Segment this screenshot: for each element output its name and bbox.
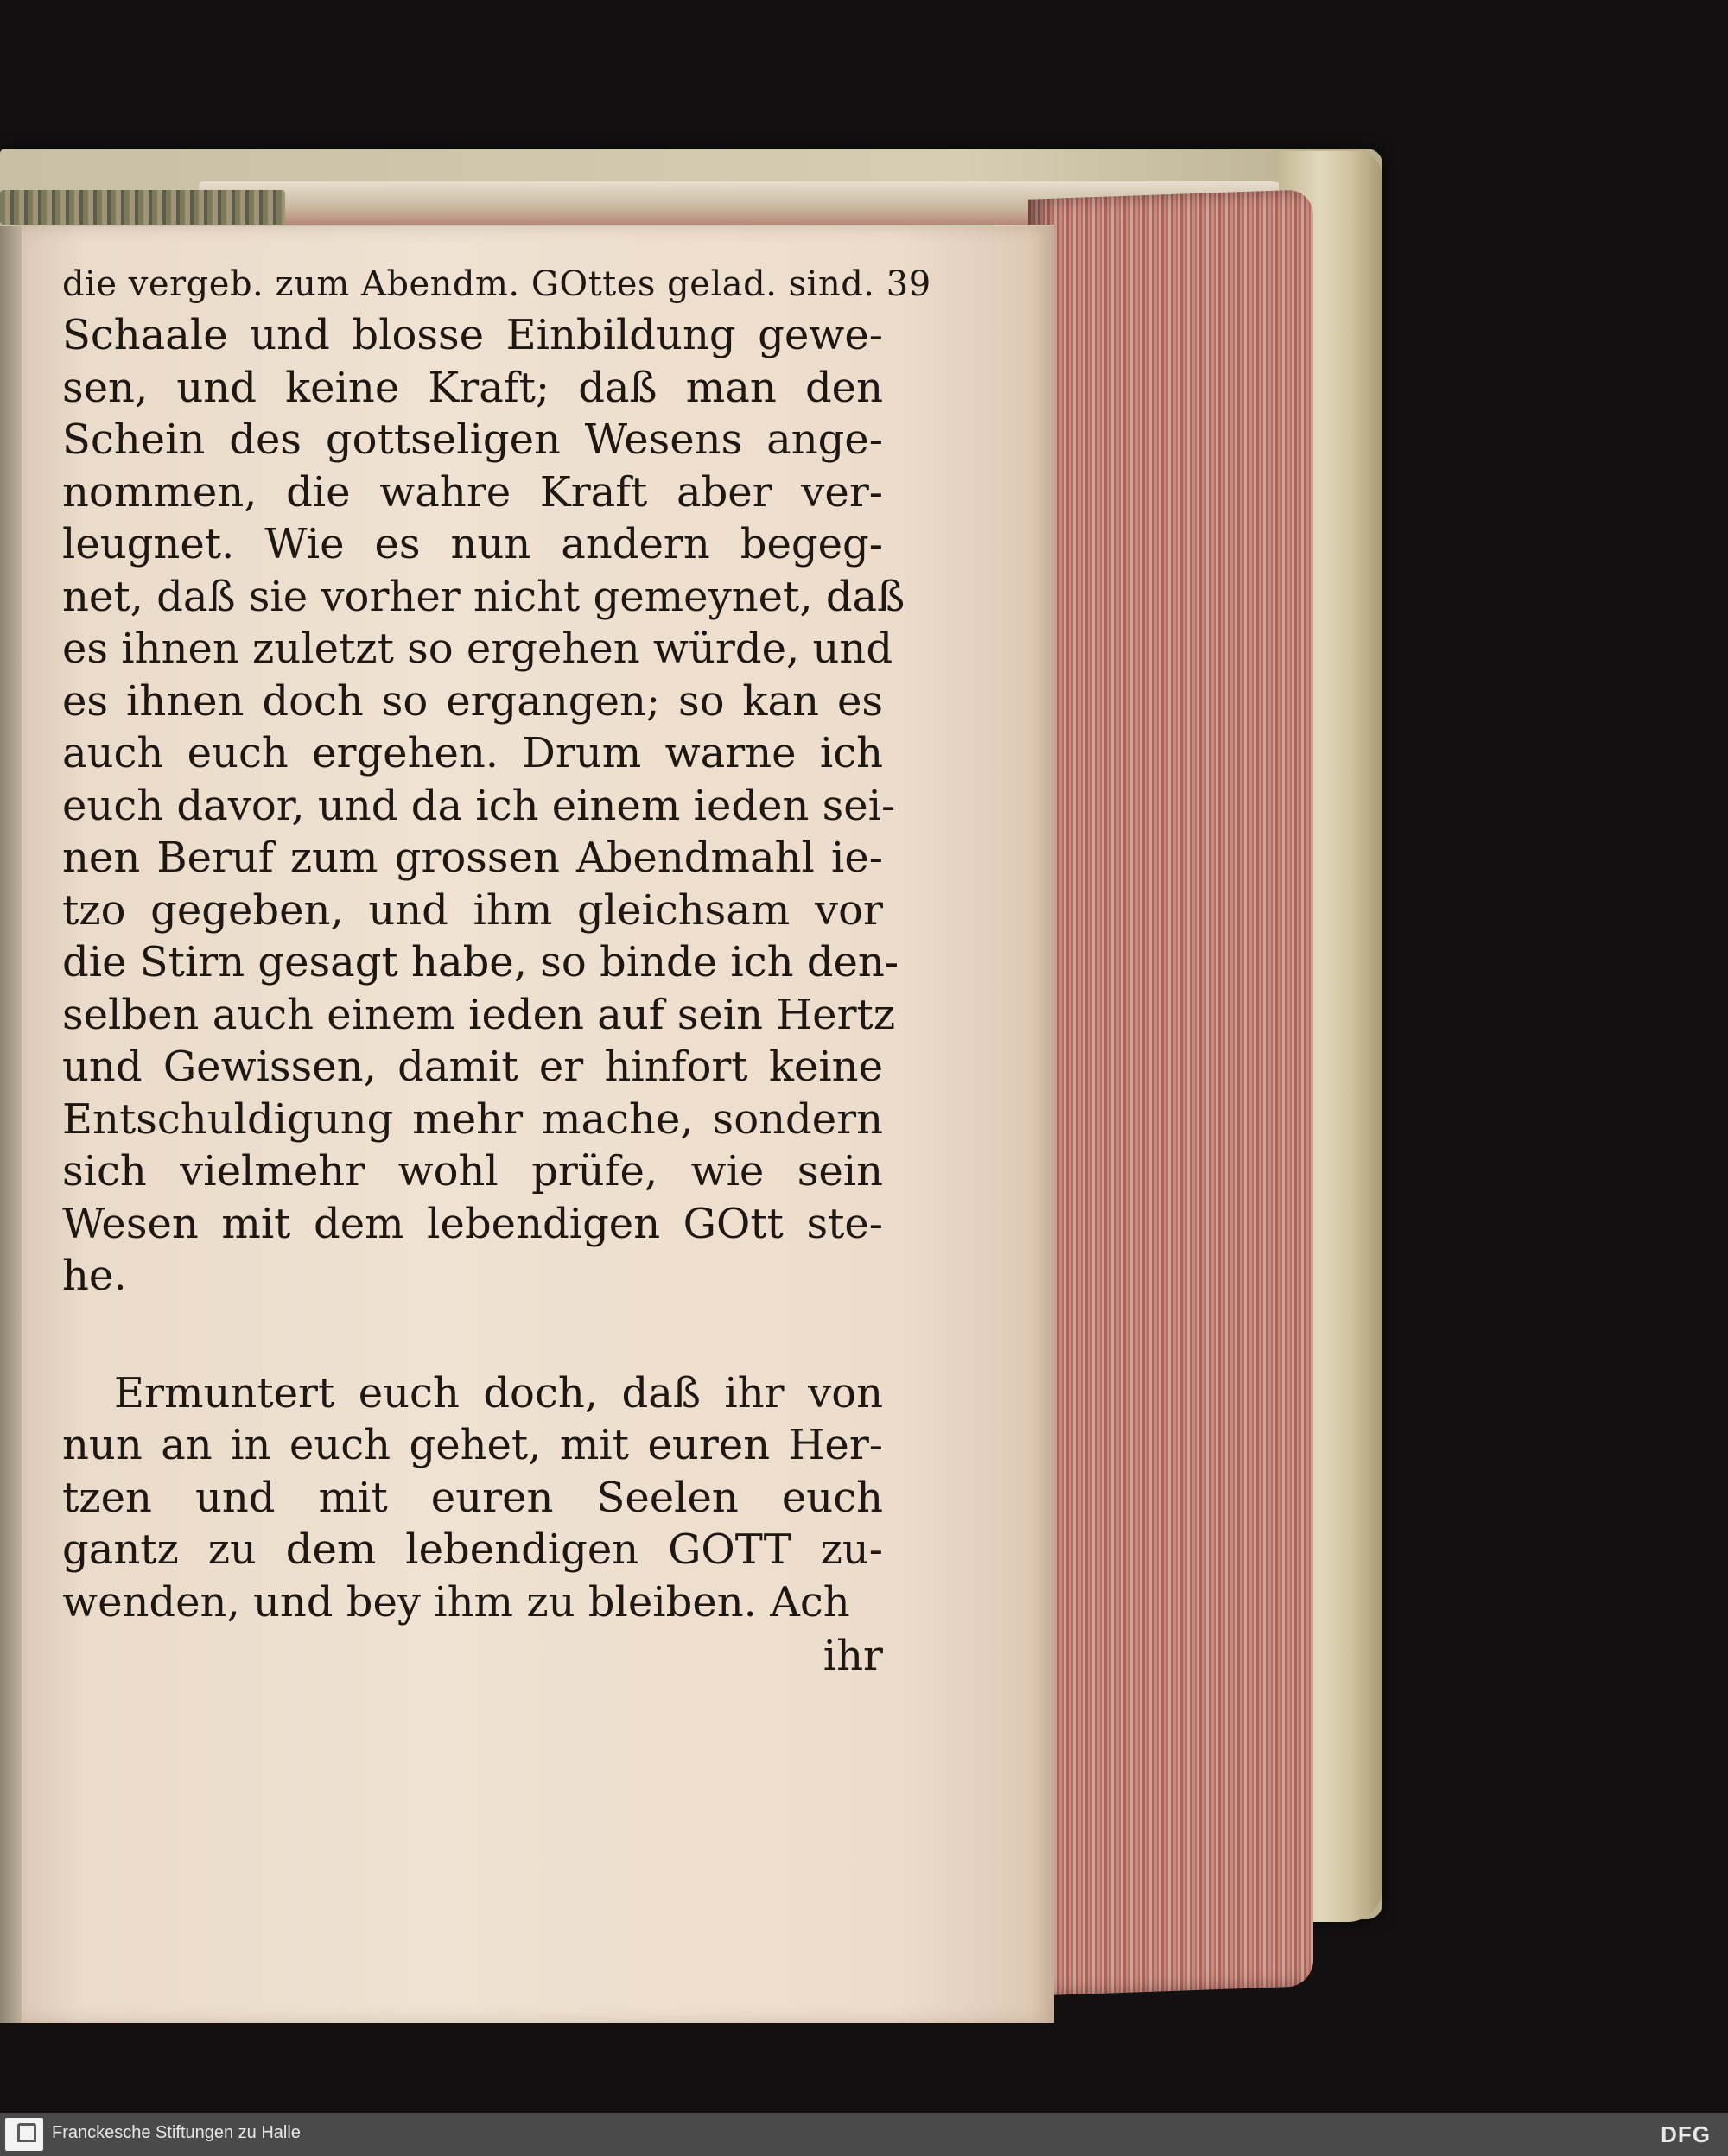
footer-institution: Franckesche Stiftungen zu Halle xyxy=(52,2123,301,2142)
text-line: gantz zu dem lebendigen GOTT zu- xyxy=(62,1525,883,1574)
text-line: net, daß sie vorher nicht gemeynet, daß xyxy=(62,572,905,621)
paragraph-2 xyxy=(62,1367,883,1629)
text-line: es ihnen doch so ergangen; so kan es xyxy=(62,676,883,726)
text-line: sen, und keine Kraft; daß man den xyxy=(62,363,883,412)
text-line: leugnet. Wie es nun andern begeg- xyxy=(62,520,883,568)
book-headband xyxy=(0,190,285,225)
text-line: Ermuntert euch doch, daß ihr von xyxy=(114,1368,883,1417)
text-line: auch euch ergehen. Drum warne ich xyxy=(62,729,883,777)
text-line: sich vielmehr wohl prüfe, wie sein xyxy=(62,1147,883,1195)
text-line: nen Beruf zum grossen Abendmahl ie- xyxy=(62,834,883,882)
logo-building-icon xyxy=(17,2123,36,2142)
text-line: und Gewissen, damit er hinfort keine xyxy=(62,1043,883,1091)
text-line: tzen und mit euren Seelen euch xyxy=(62,1473,883,1522)
text-line: tzo gegeben, und ihm gleichsam vor xyxy=(62,885,883,935)
footer-bar xyxy=(0,2113,1728,2156)
text-line: euch davor, und da ich einem ieden sei- xyxy=(62,781,896,830)
text-line: selben auch einem ieden auf sein Hertz xyxy=(62,990,896,1039)
footer-funder-logo: DFG xyxy=(1661,2121,1711,2147)
text-line: die Stirn gesagt habe, so binde ich den- xyxy=(62,938,899,986)
text-line: wenden, und bey ihm zu bleiben. Ach xyxy=(62,1577,850,1627)
institution-logo-icon xyxy=(5,2118,43,2151)
page-stack-red-edge xyxy=(1028,189,1313,1996)
text-line: nommen, die wahre Kraft aber ver- xyxy=(62,467,883,517)
text-line: Wesen mit dem lebendigen GOtt ste- xyxy=(62,1199,883,1248)
text-line: es ihnen zuletzt so ergehen würde, und xyxy=(62,625,893,673)
text-line: Schaale und blosse Einbildung gewe- xyxy=(62,311,883,359)
text-line: he. xyxy=(62,1252,127,1300)
paragraph-gap xyxy=(62,1303,883,1367)
paragraph-1 xyxy=(62,309,905,1303)
catchword: ihr xyxy=(823,1632,883,1680)
text-line: Entschuldigung mehr mache, sondern xyxy=(62,1094,883,1144)
text-line: nun an in euch gehet, mit euren Her- xyxy=(62,1421,883,1469)
text-line: Schein des gottseligen Wesens ange- xyxy=(62,415,883,464)
page-text-block xyxy=(62,259,931,1682)
running-head: die vergeb. zum Abendm. GOttes gelad. sind. 39 xyxy=(62,264,931,304)
